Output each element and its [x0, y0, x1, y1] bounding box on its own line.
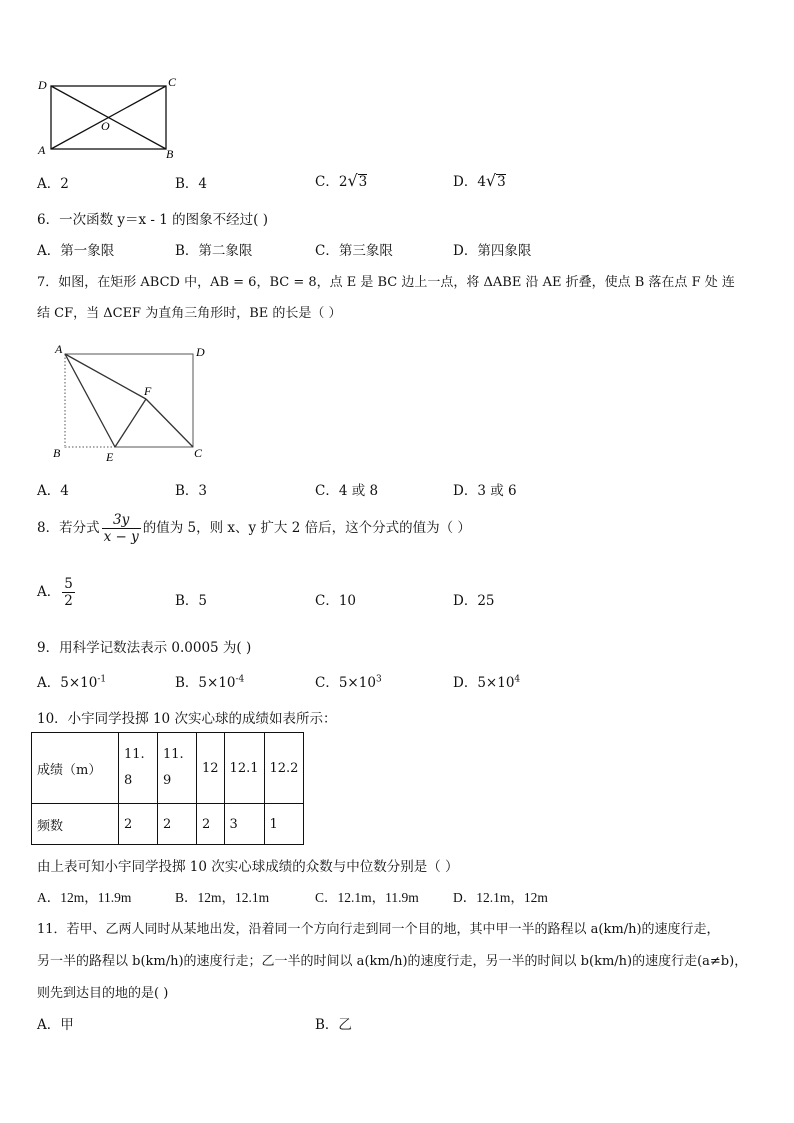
table-cell: 2 [158, 804, 197, 845]
segment-fc [146, 399, 193, 447]
q7-stem-line1: 7．如图，在矩形 ABCD 中，AB = 6，BC = 8，点 E 是 BC 边上一点，将 ΔABE 沿 AE 折叠，使点 B 落在点 F 处 连 [37, 275, 735, 290]
q9-option-b[interactable]: B．$5\times 10^{-4}$ [175, 674, 245, 691]
table-cell: 1 [264, 804, 304, 845]
q10-option-b[interactable]: B．12m，12.1m [175, 890, 270, 905]
table-header-frequency: 频数 [32, 804, 119, 845]
q10-option-c[interactable]: C．12.1m，11.9m [315, 890, 419, 905]
q6-option-d[interactable]: D．第四象限 [453, 243, 532, 259]
label-b: B [166, 147, 174, 161]
label-d: D [38, 78, 47, 92]
q7-option-b[interactable]: B．3 [175, 483, 208, 499]
label-c-q7: C [194, 446, 203, 460]
q7-option-c[interactable]: C．4 或 8 [315, 483, 379, 499]
q8-option-c[interactable]: C．10 [315, 593, 357, 609]
table-cell: 11. 9 [158, 733, 197, 804]
label-d-q7: D [196, 345, 205, 359]
q10-option-d[interactable]: D．12.1m，12m [453, 890, 548, 905]
q8-fraction: $\frac{3y}{x - y}$ [103, 512, 139, 545]
table-cell: 2 [197, 804, 225, 845]
rectangle-abcd-q7 [65, 354, 193, 447]
q7-option-a[interactable]: A．4 [37, 483, 69, 499]
q7-stem-line2: 结 CF，当 ΔCEF 为直角三角形时，BE 的长是（ ） [37, 306, 342, 321]
q10-question: 由上表可知小宇同学投掷 10 次实心球成绩的众数与中位数分别是（ ） [37, 859, 459, 875]
label-b-q7: B [53, 446, 61, 460]
q5-option-d[interactable]: D．4√3 [453, 171, 506, 190]
q6-stem: 6．一次函数 y＝x - 1 的图象不经过( ) [37, 212, 268, 228]
q10-stem: 10．小宇同学投掷 10 次实心球的成绩如表所示： [37, 711, 337, 727]
q8-option-b[interactable]: B．5 [175, 593, 208, 609]
q11-line3: 则先到达目的地的是( ) [37, 986, 169, 1001]
q9-option-a[interactable]: A．$5\times 10^{-1}$ [37, 674, 107, 691]
table-row [32, 804, 304, 845]
table-cell: 11. 8 [119, 733, 158, 804]
q9-option-c[interactable]: C．$5\times 10^3$ [315, 674, 382, 691]
table-cell: 12 [197, 733, 225, 804]
table-header-score: 成绩（m） [32, 733, 119, 804]
label-o: O [101, 119, 110, 133]
table-cell: 3 [224, 804, 264, 845]
q9-stem: 9．用科学记数法表示 0.0005 为( ) [37, 640, 252, 656]
label-a-q7: A [55, 342, 63, 356]
q5-option-c[interactable]: C．2√3 [315, 171, 368, 190]
label-f-q7: F [144, 384, 152, 398]
folding-figure [50, 340, 220, 465]
q11-line1: 11．若甲、乙两人同时从某地出发，沿着同一个方向行走到同一个目的地，其中甲一半的路程以 a(km/h)的速度行走， [37, 922, 720, 937]
score-table [31, 732, 304, 845]
q7-option-d[interactable]: D．3 或 6 [453, 483, 517, 499]
q10-option-a[interactable]: A．12m，11.9m [37, 890, 132, 905]
rectangle-figure [30, 70, 190, 165]
label-a: A [38, 143, 46, 157]
q11-line2: 另一半的路程以 b(km/h)的速度行走；乙一半的时间以 a(km/h)的速度行走，另一半的时间以 b(km/h)的速度行走(a≠b)， [37, 954, 748, 969]
q5-option-a[interactable]: A．2 [37, 176, 69, 192]
q9-option-d[interactable]: D．$5\times 10^4$ [453, 674, 521, 691]
table-row [32, 733, 304, 804]
q8-option-d[interactable]: D．25 [453, 593, 495, 609]
q6-option-b[interactable]: B．第二象限 [175, 243, 253, 259]
q6-option-a[interactable]: A．第一象限 [37, 243, 115, 259]
table-cell: 12.1 [224, 733, 264, 804]
q6-option-c[interactable]: C．第三象限 [315, 243, 393, 259]
q11-option-b[interactable]: B．乙 [315, 1017, 352, 1033]
q8-option-a[interactable]: A． $\frac{5}{2}$ [37, 576, 73, 609]
q8-stem: 8．若分式 $\frac{3y}{x - y}$ 的值为 5，则 x、y 扩大 2 倍后，这个分式的值为（ ） [37, 512, 471, 545]
q11-option-a[interactable]: A．甲 [37, 1017, 74, 1033]
label-e-q7: E [106, 450, 114, 464]
segment-ef [115, 399, 146, 447]
table-cell: 2 [119, 804, 158, 845]
label-c: C [168, 75, 177, 89]
q5-option-b[interactable]: B．4 [175, 176, 208, 192]
table-cell: 12.2 [264, 733, 304, 804]
